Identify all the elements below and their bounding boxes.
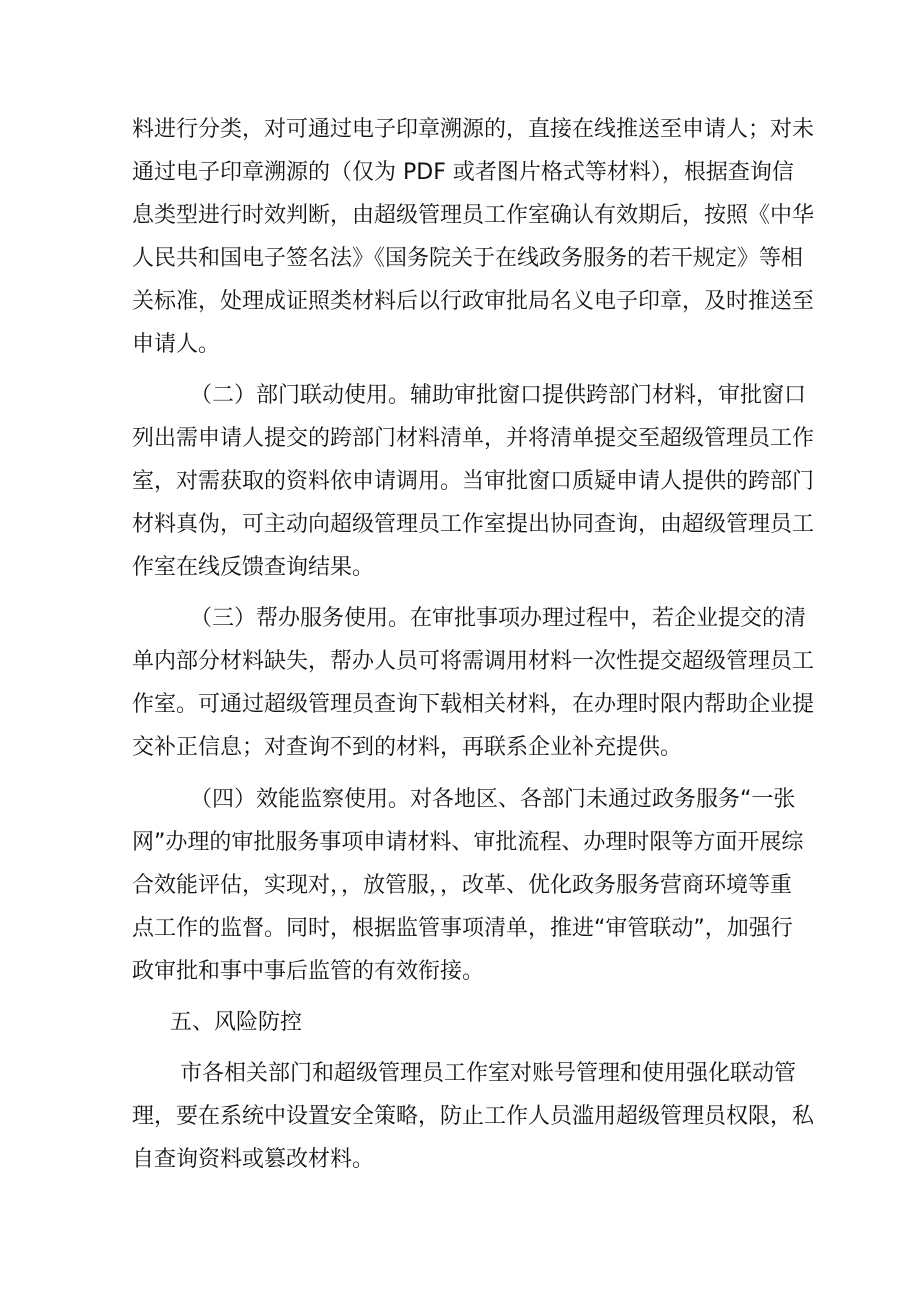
paragraph-1-line-5: 关标准，处理成证照类材料后以行政审批局名义电子印章，及时推送至: [132, 289, 815, 314]
paragraph-4-line-3: 合效能评估，实现对，，放管服，，改革、优化政务服务营商环境等重: [132, 873, 793, 898]
paragraph-2-line-1: （二）部门联动使用。辅助审批窗口提供跨部门材料，审批窗口: [190, 383, 807, 408]
paragraph-3-line-2: 单内部分材料缺失，帮办人员可将需调用材料一次性提交超级管理员工: [132, 649, 815, 674]
paragraph-2-line-2: 列出需申请人提交的跨部门材料清单，并将清单提交至超级管理员工作: [132, 426, 815, 451]
section-heading: 五、风险防控: [170, 1010, 303, 1035]
paragraph-5-line-3: 自查询资料或篡改材料。: [132, 1147, 375, 1172]
paragraph-1-line-3: 息类型进行时效判断，由超级管理员工作室确认有效期后，按照《中华: [132, 203, 815, 228]
paragraph-4-line-1: （四）效能监察使用。对各地区、各部门未通过政务服务“一张: [190, 787, 796, 812]
paragraph-4-line-5: 政审批和事中事后监管的有效衔接。: [132, 959, 485, 984]
paragraph-5-line-1: 市各相关部门和超级管理员工作室对账号管理和使用强化联动管: [180, 1061, 797, 1086]
paragraph-2-line-3: 室，对需获取的资料依申请调用。当审批窗口质疑申请人提供的跨部门: [132, 469, 815, 494]
paragraph-1-line-1: 料进行分类，对可通过电子印章溯源的，直接在线推送至申请人；对未: [132, 117, 815, 142]
paragraph-3-line-1: （三）帮办服务使用。在审批事项办理过程中，若企业提交的清: [190, 606, 807, 631]
paragraph-1-line-2: 通过电子印章溯源的（仅为 PDF 或者图片格式等材料），根据查询信: [132, 160, 794, 185]
paragraph-1-line-4: 人民共和国电子签名法》《国务院关于在线政务服务的若干规定》等相: [132, 246, 804, 271]
paragraph-4-line-2: 网”办理的审批服务事项申请材料、审批流程、办理时限等方面开展综: [132, 830, 804, 855]
paragraph-2-line-5: 作室在线反馈查询结果。: [132, 555, 375, 580]
paragraph-4-line-4: 点工作的监督。同时，根据监管事项清单，推进“审管联动”，加强行: [132, 916, 793, 941]
paragraph-3-line-4: 交补正信息；对查询不到的材料，再联系企业补充提供。: [132, 735, 683, 760]
paragraph-5-line-2: 理，要在系统中设置安全策略，防止工作人员滥用超级管理员权限，私: [132, 1104, 815, 1129]
paragraph-2-line-4: 材料真伪，可主动向超级管理员工作室提出协同查询，由超级管理员工: [132, 512, 815, 537]
paragraph-1-line-6: 申请人。: [132, 332, 221, 357]
paragraph-3-line-3: 作室。可通过超级管理员查询下载相关材料，在办理时限内帮助企业提: [132, 692, 815, 717]
